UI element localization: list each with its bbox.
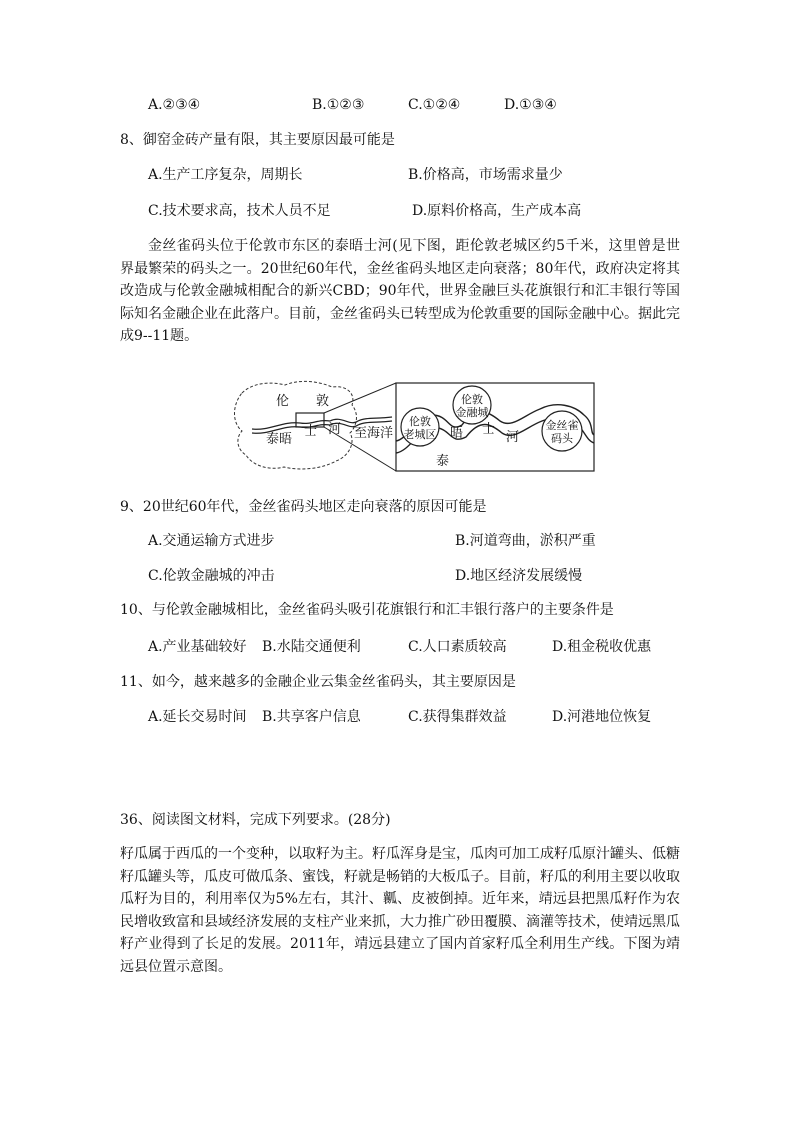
old-city-label-2: 老城区 [403, 428, 437, 441]
map-label-he: 河 [328, 422, 342, 437]
q10-option-d: D.租金税收优惠 [552, 639, 652, 655]
map-label-to-sea: 至海洋 [354, 426, 394, 441]
map-label-taiwu: 泰晤 [266, 432, 293, 447]
q36-passage: 籽瓜属于西瓜的一个变种，以取籽为主。籽瓜浑身是宝，瓜肉可加工成籽瓜原汁罐头、低糖籽瓜罐头等，瓜皮可做瓜条、蜜饯，籽就是畅销的大板瓜子。目前，籽瓜的利用主要以收取瓜籽为目的，利用率仅为5%左右，其汁、瓤、皮被倒掉。近年来，靖远县把黑瓜籽作为农民增收致富和县域经济发展的支柱产业来抓，大力推广砂田覆膜、滴灌等技术，使靖远黑瓜籽产业得到了长足的发展。2011年，靖远县建立了国内首家籽瓜全利用生产线。下图为靖远县位置示意图。 [120, 846, 680, 975]
q9-option-c: C.伦敦金融城的冲击 [148, 568, 275, 584]
q11-stem: 11、如今，越来越多的金融企业云集金丝雀码头，其主要原因是 [120, 674, 516, 690]
map-label-lun: 伦 [276, 394, 290, 409]
q11-option-d: D.河港地位恢复 [552, 709, 652, 725]
q11-option-b: B.共享客户信息 [262, 709, 361, 725]
q8-option-c: C.技术要求高，技术人员不足 [148, 203, 331, 219]
q8-option-a: A.生产工序复杂，周期长 [148, 167, 303, 183]
q9-option-a: A.交通运输方式进步 [148, 533, 275, 549]
detail-label-he: 河 [506, 430, 520, 445]
q36-stem: 36、阅读图文材料，完成下列要求。(28分) [120, 812, 391, 828]
q7-option-c: C.①②④ [408, 97, 461, 113]
passage-canary-wharf: 金丝雀码头位于伦敦市东区的泰晤士河(见下图，距伦敦老城区约5千米，这里曾是世界最繁荣的码头之一。20世纪60年代，金丝雀码头地区走向衰落；80年代，政府决定将其改造成与伦敦金融城相配合的新兴CBD；90年代，世界金融巨头花旗银行和汇丰银行等国际知名金融企业在此落户。目前，金丝雀码头已转型成为伦敦重要的国际金融中心。据此完成9--11题。 [120, 238, 680, 344]
finance-city-label-1: 伦敦 [461, 393, 483, 406]
q10-option-c: C.人口素质较高 [408, 639, 507, 655]
q10-option-b: B.水陆交通便利 [262, 639, 361, 655]
canary-wharf-label-1: 金丝雀 [545, 419, 579, 432]
detail-label-shi: 士 [482, 422, 496, 437]
detail-label-tai: 泰 [436, 454, 450, 469]
detail-label-wu: 晤 [450, 426, 464, 441]
map-label-dun: 敦 [316, 394, 330, 409]
q7-option-b: B.①②③ [312, 97, 365, 113]
q7-option-a: A.②③④ [148, 97, 201, 113]
old-city-label-1: 伦敦 [409, 415, 431, 428]
q7-option-d: D.①③④ [504, 97, 557, 113]
q9-stem: 9、20世纪60年代，金丝雀码头地区走向衰落的原因可能是 [120, 499, 487, 515]
thames-map-figure [0, 375, 794, 475]
finance-city-label-2: 金融城 [455, 406, 489, 419]
q8-stem: 8、御窑金砖产量有限，其主要原因最可能是 [120, 132, 395, 148]
q8-option-d: D.原料价格高，生产成本高 [412, 203, 582, 219]
q11-option-a: A.延长交易时间 [148, 709, 247, 725]
q11-option-c: C.获得集群效益 [408, 709, 507, 725]
q9-option-b: B.河道弯曲，淤积严重 [455, 533, 596, 549]
canary-wharf-label-2: 码头 [551, 432, 573, 445]
q10-stem: 10、与伦敦金融城相比，金丝雀码头吸引花旗银行和汇丰银行落户的主要条件是 [120, 602, 614, 618]
q10-option-a: A.产业基础较好 [148, 639, 247, 655]
map-label-shi: 士 [304, 424, 318, 439]
q9-option-d: D.地区经济发展缓慢 [455, 568, 583, 584]
q8-option-b: B.价格高，市场需求量少 [408, 167, 563, 183]
